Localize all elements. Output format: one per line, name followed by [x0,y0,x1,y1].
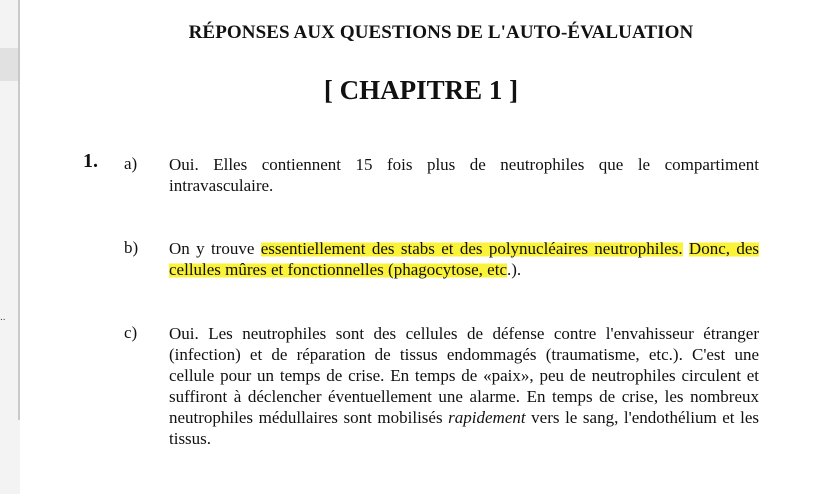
sidebar-divider [18,0,20,420]
answer-b-text [169,238,759,280]
sidebar-selected-item[interactable] [0,48,20,81]
answer-letter-a: a) [124,154,138,173]
answer-a-text: Oui. Elles contiennent 15 fois plus de neutrophiles que le compartiment intravasculaire. [169,155,759,195]
answer-b-plain-end: .). [507,260,522,279]
answer-letter-b: b) [124,238,139,257]
answer-letter-c: c) [124,323,138,342]
left-sidebar [0,0,20,494]
highlighted-text-1: essentiellement des stabs et des polynucléaires neutrophiles. [260,239,683,258]
answer-c-text [169,323,759,449]
highlighted-text-2: Donc, des cellules mûres et fonctionnelles (phagocytose, etc [169,239,759,279]
document-page [21,0,820,494]
answer-c-italic: rapidement [448,408,526,427]
answer-b-plain-start: On y trouve [169,239,261,258]
page-title: RÉPONSES AUX QUESTIONS DE L'AUTO-ÉVALUATION [188,22,694,43]
chapter-heading: [ CHAPITRE 1 ] [323,75,519,105]
question-number: 1. [83,150,98,172]
answer-c-end: vers le sang, l'endothélium et les tissus. [169,408,759,448]
answer-c-main: Oui. Les neutrophiles sont des cellules de défense contre l'envahisseur étranger (infection) et de réparation de tissus endommagés (traumatisme, etc.). C'est une cellule pour un temps de crise. En temps de «paix», peu de neutrophiles circulent et suffiront à déclencher éventuellement une alarme. En temps de crise, les nombreux neutrophiles médullaires sont mobilisés [169,324,759,427]
sidebar-dots: .. [0,312,6,323]
